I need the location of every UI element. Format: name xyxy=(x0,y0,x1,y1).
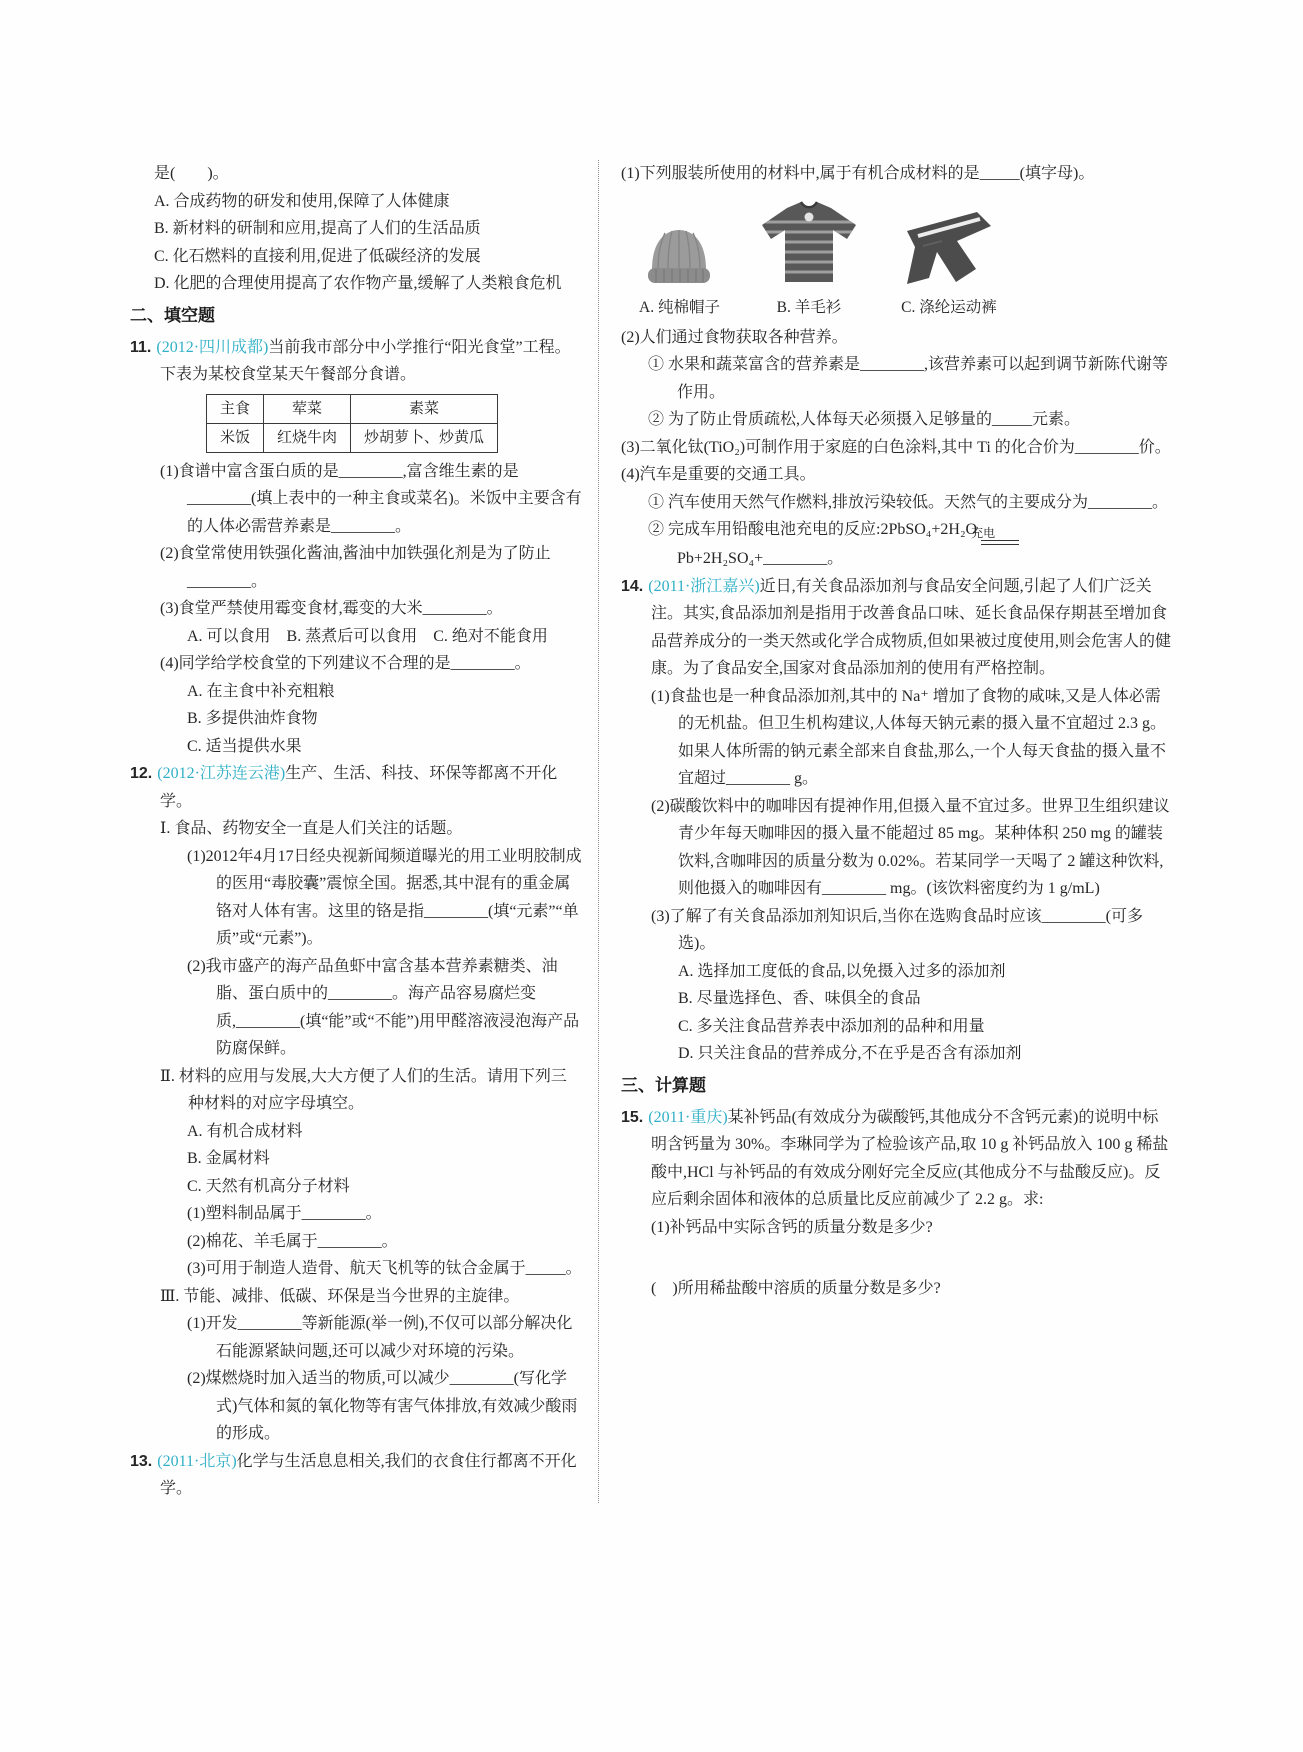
menu-header-veg-dish: 素菜 xyxy=(351,394,498,423)
material-option-c: C. 天然有机高分子材料 xyxy=(187,1177,350,1195)
q12-part1-head: Ⅰ. 食品、药物安全一直是人们关注的话题。 xyxy=(160,820,463,837)
q12-part2-sub3: (3)可用于制造人造骨、航天飞机等的钛合金属于_____。 xyxy=(187,1260,582,1277)
lunch-menu-table xyxy=(206,394,498,453)
q11-sub3-options: A. 可以食用 B. 蒸煮后可以食用 C. 绝对不能食用 xyxy=(187,627,548,645)
question-10-options xyxy=(130,188,582,298)
garment-figures xyxy=(639,198,1172,320)
material-option-a: A. 有机合成材料 xyxy=(187,1122,303,1140)
citation: (2011·北京) xyxy=(157,1452,237,1470)
column-divider xyxy=(598,160,599,1503)
citation: (2011·浙江嘉兴) xyxy=(648,577,760,595)
q11-sub4-option-a: A. 在主食中补充粗粮 xyxy=(187,682,335,700)
q13-sub4-item1: ① 汽车使用天然气作燃料,排放污染较低。天然气的主要成分为________。 xyxy=(648,493,1169,511)
menu-header-staple: 主食 xyxy=(207,394,264,423)
wool-sweater-image xyxy=(756,198,862,286)
menu-cell-rice: 米饭 xyxy=(207,423,264,452)
q14-option-d: D. 只关注食品的营养成分,不在乎是否含有添加剂 xyxy=(678,1045,1022,1062)
option-b: B. 新材料的研制和应用,提高了人们的生活品质 xyxy=(154,220,481,237)
q12-part3-sub2: (2)煤燃烧时加入适当的物质,可以减少________(写化学式)气体和氮的氧化物等有害气体排放,有效减少酸雨的形成。 xyxy=(187,1370,578,1442)
q13-sub2-item2: ② 为了防止骨质疏松,人体每天必须摄入足够量的_____元素。 xyxy=(648,411,1081,428)
q11-sub2: (2)食堂常使用铁强化酱油,酱油中加铁强化剂是为了防止________。 xyxy=(160,545,551,590)
table-header-row xyxy=(207,394,498,423)
q13-sub2-item1: ① 水果和蔬菜富含的营养素是________,该营养素可以起到调节新陈代谢等作用。 xyxy=(648,356,1169,401)
question-number: 15. xyxy=(621,1108,644,1126)
cotton-hat-image xyxy=(641,224,717,286)
question-12-lead xyxy=(130,760,582,815)
left-column xyxy=(130,160,582,1503)
question-10-stem-tail: 是( )。 xyxy=(154,165,229,182)
q12-part2-head: Ⅱ. 材料的应用与发展,大大方便了人们的生活。请用下列三种材料的对应字母填空。 xyxy=(160,1067,567,1112)
section-header-calculation: 三、计算题 xyxy=(621,1075,706,1095)
garment-pants xyxy=(898,206,1000,320)
q12-part-1 xyxy=(160,815,582,1063)
question-14 xyxy=(621,573,1172,1068)
garment-hat xyxy=(639,224,720,320)
q15-sub2: ( )所用稀盐酸中溶质的质量分数是多少? xyxy=(651,1280,941,1297)
garment-label: B. 羊毛衫 xyxy=(776,298,842,316)
q13-sub2: (2)人们通过食物获取各种营养。 xyxy=(621,328,848,346)
q12-part2-sub1: (1)塑料制品属于________。 xyxy=(187,1205,382,1222)
option-a: A. 合成药物的研发和使用,保障了人体健康 xyxy=(154,192,450,210)
table-data-row xyxy=(207,423,498,452)
q12-part3-sub1: (1)开发________等新能源(举一例),不仅可以部分解决化石能源紧缺问题,还可以减少对环境的污染。 xyxy=(187,1315,573,1360)
section-header-fill-in: 二、填空题 xyxy=(130,305,215,325)
question-11 xyxy=(130,334,582,761)
charge-reaction-arrow: 充电 xyxy=(981,527,1019,545)
q13-sub4: (4)汽车是重要的交通工具。 xyxy=(621,466,816,483)
menu-cell-vegetables: 炒胡萝卜、炒黄瓜 xyxy=(351,423,498,452)
garment-sweater xyxy=(756,198,862,320)
q14-option-c: C. 多关注食品营养表中添加剂的品种和用量 xyxy=(678,1017,985,1035)
q11-sub4-option-c: C. 适当提供水果 xyxy=(187,737,302,755)
question-13 xyxy=(130,1448,582,1503)
material-option-b: B. 金属材料 xyxy=(187,1150,270,1167)
q11-sub4-option-b: B. 多提供油炸食物 xyxy=(187,710,318,727)
question-number: 14. xyxy=(621,577,644,595)
question-11-lead xyxy=(130,334,582,389)
menu-cell-beef: 红烧牛肉 xyxy=(264,423,351,452)
question-text: 当前我市部分中小学推行“阳光食堂”工程。下表为某校食堂某天午餐部分食谱。 xyxy=(160,338,571,383)
question-text: 生产、生活、科技、环保等都离不开化学。 xyxy=(160,765,558,810)
citation: (2012·四川成都) xyxy=(156,338,269,356)
question-text: 化学与生活息息相关,我们的衣食住行都离不开化学。 xyxy=(160,1452,577,1497)
option-d: D. 化肥的合理使用提高了农作物产量,缓解了人类粮食危机 xyxy=(154,275,562,292)
q12-part1-sub1: (1)2012年4月17日经央视新闻频道曝光的用工业明胶制成的医用“毒胶囊”震惊全国。据悉,其中混有的重金属铬对人体有害。这里的铬是指________(填“元素”“单质”或“元素”)。 xyxy=(187,847,582,947)
polyester-pants-image xyxy=(898,206,1000,286)
citation: (2011·重庆) xyxy=(648,1108,728,1126)
q14-option-a: A. 选择加工度低的食品,以免摄入过多的添加剂 xyxy=(678,962,1006,980)
question-number: 11. xyxy=(130,338,152,356)
q11-sub1: (1)食谱中富含蛋白质的是________,富含维生素的是________(填上表中的一种主食或菜名)。米饭中主要含有的人体必需营养素是________。 xyxy=(160,462,582,535)
battery-equation-left: ② 完成车用铅酸电池充电的反应:2PbSO₄+2H₂O xyxy=(648,521,978,538)
q14-sub2: (2)碳酸饮料中的咖啡因有提神作用,但摄入量不宜过多。世界卫生组织建议青少年每天咖啡因的摄入量不能超过 85 mg。某种体积 250 mg 的罐装饮料,含咖啡因的质量分数为 0.02%。若某同学一天喝了 2 罐这种饮料,则他摄入的咖啡因有________ mg。(该饮料密度约为 1 g/mL) xyxy=(651,797,1170,897)
right-column xyxy=(621,160,1172,1503)
q12-part2-sub2: (2)棉花、羊毛属于________。 xyxy=(187,1232,398,1250)
option-c: C. 化石燃料的直接利用,促进了低碳经济的发展 xyxy=(154,247,481,265)
question-15 xyxy=(621,1104,1172,1303)
q12-part-3 xyxy=(160,1283,582,1448)
page-content xyxy=(130,160,1172,1503)
q11-sub4: (4)同学给学校食堂的下列建议不合理的是________。 xyxy=(160,655,531,672)
question-number: 13. xyxy=(130,1452,153,1470)
question-12 xyxy=(130,760,582,1448)
q14-option-b: B. 尽量选择色、香、味俱全的食品 xyxy=(678,990,921,1007)
double-bar-icon xyxy=(981,540,1019,545)
menu-header-meat-dish: 荤菜 xyxy=(264,394,351,423)
q14-sub3: (3)了解了有关食品添加剂知识后,当你在选购食品时应该________(可多选)。 xyxy=(651,907,1143,952)
q13-sub4-item2 xyxy=(648,516,1172,573)
q12-part1-sub2: (2)我市盛产的海产品鱼虾中富含基本营养素糖类、油脂、蛋白质中的________。海产品容易腐烂变质,________(填“能”或“不能”)用甲醛溶液浸泡海产品防腐保鲜。 xyxy=(187,957,580,1057)
garment-label: A. 纯棉帽子 xyxy=(639,298,720,316)
battery-equation-right: Pb+2H₂SO₄+________。 xyxy=(677,550,844,567)
question-14-lead xyxy=(621,573,1172,683)
citation: (2012·江苏连云港) xyxy=(157,765,286,782)
question-text: 某补钙品(有效成分为碳酸钙,其他成分不含钙元素)的说明中标明含钙量为 30%。李琳同学为了检验该产品,取 10 g 补钙品放入 100 g 稀盐酸中,HCl 与补钙品的有效成分刚好完全反应(其他成分不与盐酸反应)。反应后剩余固体和液体的总质量比反应前减少了 2.2 g。求: xyxy=(651,1108,1169,1208)
q12-part-2 xyxy=(160,1063,582,1283)
question-15-lead xyxy=(621,1104,1172,1214)
q13-sub3: (3)二氧化钛(TiO₂)可制作用于家庭的白色涂料,其中 Ti 的化合价为________价。 xyxy=(621,438,1171,456)
question-text: 近日,有关食品添加剂与食品安全问题,引起了人们广泛关注。其实,食品添加剂是指用于改善食品口味、延长食品保存期甚至增加食品营养成分的一类天然或化学合成物质,但如果被过度使用,则会危害人的健康。为了食品安全,国家对食品添加剂的使用有严格控制。 xyxy=(651,577,1172,677)
q13-sub1: (1)下列服装所使用的材料中,属于有机合成材料的是_____(填字母)。 xyxy=(621,165,1095,182)
q15-sub1: (1)补钙品中实际含钙的质量分数是多少? xyxy=(651,1218,933,1236)
question-13-lead xyxy=(130,1448,582,1503)
q14-sub1: (1)食盐也是一种食品添加剂,其中的 Na⁺ 增加了食物的咸味,又是人体必需的无机盐。但卫生机构建议,人体每天钠元素的摄入量不宜超过 2.3 g。如果人体所需的钠元素全部来自食盐,那么,一个人每天食盐的摄入量不宜超过________ g。 xyxy=(651,687,1167,787)
garment-label: C. 涤纶运动裤 xyxy=(901,298,997,316)
question-number: 12. xyxy=(130,765,153,782)
q11-sub3: (3)食堂严禁使用霉变食材,霉变的大米________。 xyxy=(160,600,503,617)
q12-part3-head: Ⅲ. 节能、减排、低碳、环保是当今世界的主旋律。 xyxy=(160,1287,520,1305)
